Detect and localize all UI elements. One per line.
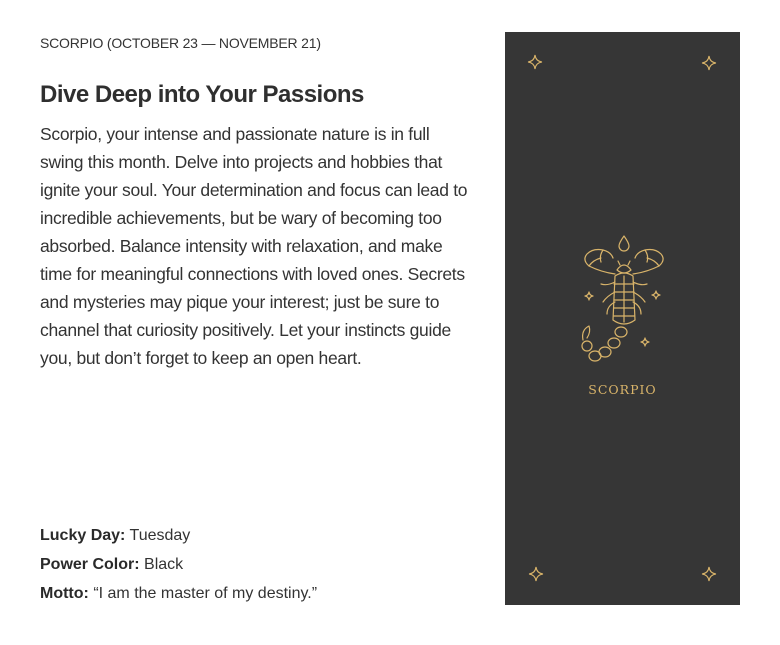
zodiac-card <box>505 32 740 605</box>
sparkle-star-icon <box>528 566 544 582</box>
lucky-day-label: Lucky Day: <box>40 527 126 544</box>
power-color-label: Power Color: <box>40 556 140 573</box>
sparkle-star-icon <box>701 55 717 71</box>
scorpion-icon <box>579 234 669 370</box>
motto-row <box>40 579 317 608</box>
sparkle-star-icon <box>701 566 717 582</box>
date-range-label: SCORPIO (OCTOBER 23 — NOVEMBER 21) <box>40 35 321 51</box>
lucky-day-row <box>40 521 317 550</box>
article-title: Dive Deep into Your Passions <box>40 81 364 108</box>
power-color-row <box>40 550 317 579</box>
horoscope-facts <box>40 521 317 608</box>
card-sign-label: SCORPIO <box>588 382 657 397</box>
article-body: Scorpio, your intense and passionate nature is in full swing this month. Delve into projects and hobbies that ignite your soul. Your determination and focus can lead to incredible achievements, but be wary of becoming too absorbed. Balance intensity with relaxation, and make time for meaningful connections with loved ones. Secrets and mysteries may pique your interest; just be sure to channel that curiosity positively. Let your instincts guide you, but don’t forget to keep an open heart. <box>40 124 468 368</box>
lucky-day-value: Tuesday <box>129 527 191 544</box>
motto-label: Motto: <box>40 585 89 602</box>
sparkle-star-icon <box>527 54 543 70</box>
power-color-value: Black <box>144 556 184 573</box>
motto-value: “I am the master of my destiny.” <box>93 585 318 602</box>
horoscope-text-column <box>40 34 470 372</box>
